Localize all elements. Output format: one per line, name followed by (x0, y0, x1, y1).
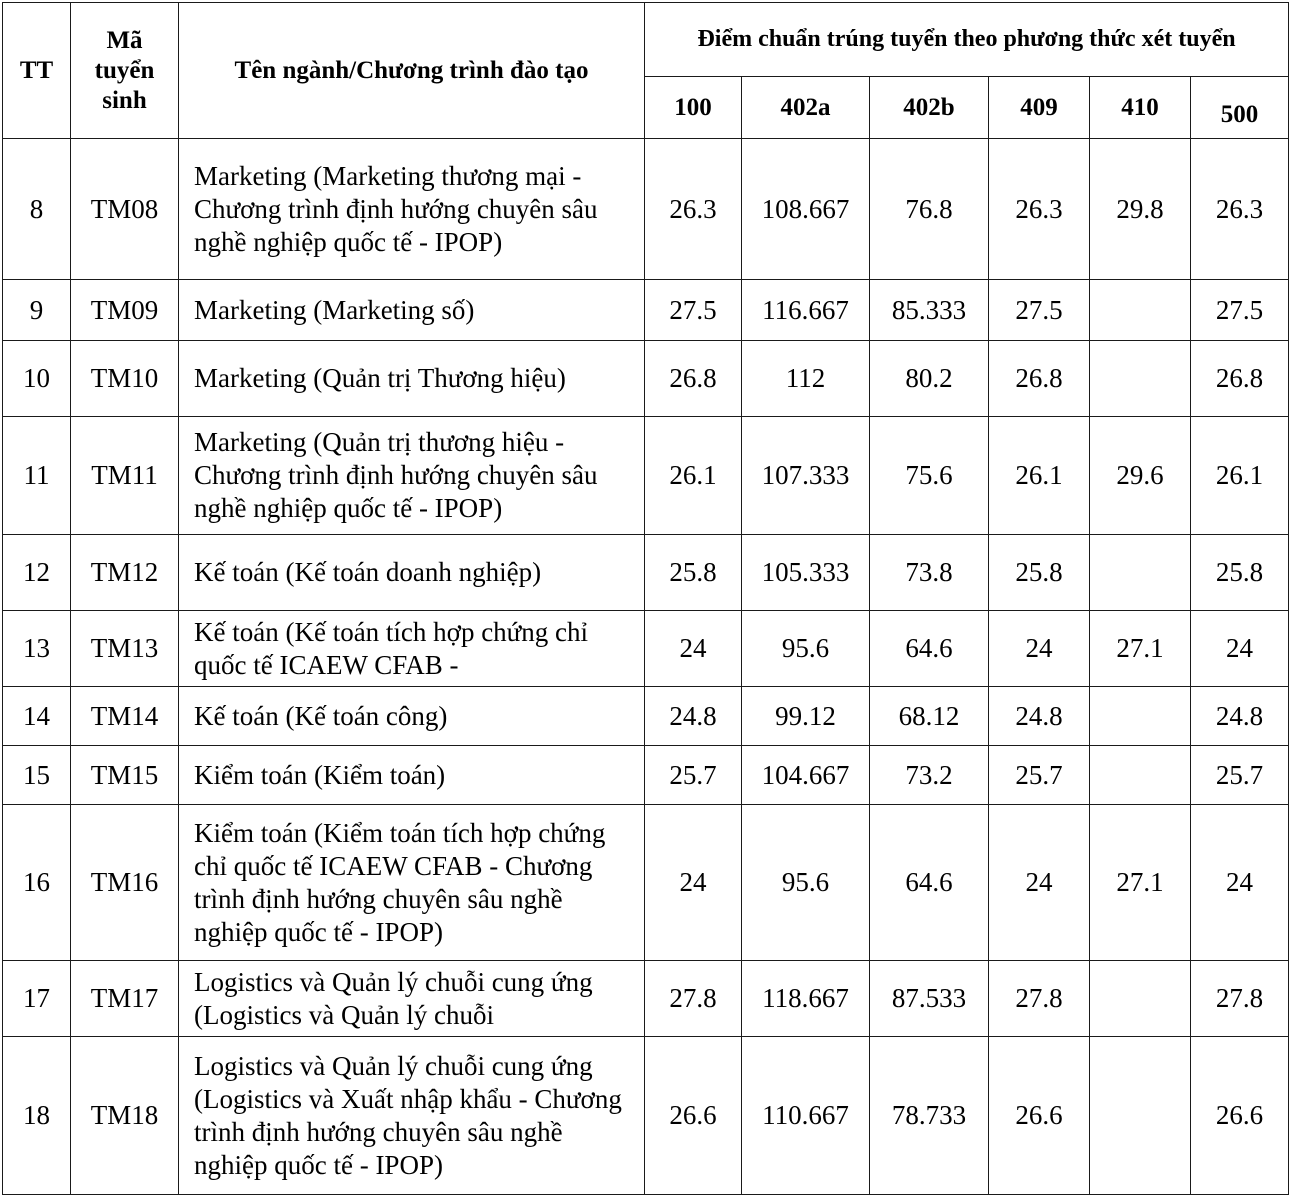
cell-tt: 8 (3, 139, 71, 280)
table-row (3, 417, 1289, 535)
cell-score-402b: 78.733 (870, 1037, 989, 1195)
cell-score-410: 27.1 (1090, 611, 1191, 687)
cell-score-100: 25.8 (645, 535, 742, 611)
cell-program-name: Marketing (Marketing số) (179, 280, 645, 341)
cell-score-402a: 108.667 (742, 139, 870, 280)
cell-program-name: Logistics và Quản lý chuỗi cung ứng (Logistics và Xuất nhập khẩu - Chương trình định hướng chuyên sâu nghề nghiệp quốc tế - IPOP) (179, 1037, 645, 1195)
table-row (3, 139, 1289, 280)
cell-score-409: 26.1 (989, 417, 1090, 535)
header-code (71, 3, 179, 139)
cell-score-100: 24.8 (645, 687, 742, 746)
cell-program-name: Kiểm toán (Kiểm toán tích hợp chứng chỉ quốc tế ICAEW CFAB - Chương trình định hướng chuyên sâu nghề nghiệp quốc tế - IPOP) (179, 805, 645, 961)
cell-score-410 (1090, 535, 1191, 611)
cell-score-100: 25.7 (645, 746, 742, 805)
cell-score-402b: 87.533 (870, 961, 989, 1037)
cell-score-402a: 95.6 (742, 611, 870, 687)
table-row (3, 611, 1289, 687)
cell-score-402a: 116.667 (742, 280, 870, 341)
header-method: 402a (742, 77, 870, 139)
cell-score-410 (1090, 746, 1191, 805)
cell-score-410 (1090, 341, 1191, 417)
header-code-line: sinh (102, 86, 147, 114)
cell-score-500: 27.5 (1191, 280, 1289, 341)
cell-score-409: 27.8 (989, 961, 1090, 1037)
cell-code: TM08 (71, 139, 179, 280)
header-method: 410 (1090, 77, 1191, 139)
cell-score-402b: 73.8 (870, 535, 989, 611)
cell-tt: 9 (3, 280, 71, 341)
cell-score-409: 26.3 (989, 139, 1090, 280)
cell-score-402b: 85.333 (870, 280, 989, 341)
header-methods-title: Điểm chuẩn trúng tuyển theo phương thức xét tuyển (645, 3, 1289, 77)
cell-code: TM17 (71, 961, 179, 1037)
header-program: Tên ngành/Chương trình đào tạo (179, 3, 645, 139)
cell-score-500: 24 (1191, 805, 1289, 961)
cell-score-500: 27.8 (1191, 961, 1289, 1037)
table-body (3, 139, 1289, 1195)
cell-code: TM09 (71, 280, 179, 341)
cell-score-500: 24.8 (1191, 687, 1289, 746)
cell-score-100: 27.5 (645, 280, 742, 341)
cell-code: TM15 (71, 746, 179, 805)
cell-score-409: 25.8 (989, 535, 1090, 611)
cell-score-410: 27.1 (1090, 805, 1191, 961)
cell-tt: 16 (3, 805, 71, 961)
cell-score-402a: 118.667 (742, 961, 870, 1037)
header-code-line: tuyển (94, 56, 155, 84)
cell-score-409: 24 (989, 805, 1090, 961)
cell-tt: 12 (3, 535, 71, 611)
cell-program-name: Marketing (Quản trị thương hiệu - Chương trình định hướng chuyên sâu nghề nghiệp quốc tế - IPOP) (179, 417, 645, 535)
cell-score-100: 27.8 (645, 961, 742, 1037)
cell-score-402a: 112 (742, 341, 870, 417)
cell-code: TM13 (71, 611, 179, 687)
cell-score-500: 26.8 (1191, 341, 1289, 417)
header-tt: TT (3, 3, 71, 139)
cell-tt: 17 (3, 961, 71, 1037)
cell-score-410 (1090, 1037, 1191, 1195)
cell-code: TM12 (71, 535, 179, 611)
cell-score-100: 26.1 (645, 417, 742, 535)
cell-score-410 (1090, 687, 1191, 746)
cell-score-402a: 104.667 (742, 746, 870, 805)
program-name-text: Kế toán (Kế toán tích hợp chứng chỉ quốc tế ICAEW CFAB - (194, 616, 589, 680)
cell-score-409: 26.6 (989, 1037, 1090, 1195)
header-code-line: Mã (106, 26, 143, 54)
table-row (3, 805, 1289, 961)
cell-score-410 (1090, 280, 1191, 341)
cell-code: TM18 (71, 1037, 179, 1195)
cell-score-100: 24 (645, 611, 742, 687)
cell-score-500: 26.6 (1191, 1037, 1289, 1195)
table-row (3, 280, 1289, 341)
cell-program-name (179, 611, 645, 687)
header-method: 500 (1191, 77, 1289, 139)
cell-tt: 18 (3, 1037, 71, 1195)
cell-score-402b: 64.6 (870, 805, 989, 961)
cell-score-100: 26.3 (645, 139, 742, 280)
cell-score-410 (1090, 961, 1191, 1037)
table-row (3, 535, 1289, 611)
cell-score-410: 29.6 (1090, 417, 1191, 535)
cell-score-409: 26.8 (989, 341, 1090, 417)
cell-program-name: Kế toán (Kế toán doanh nghiệp) (179, 535, 645, 611)
cell-score-402a: 99.12 (742, 687, 870, 746)
table-row (3, 687, 1289, 746)
cell-score-402b: 64.6 (870, 611, 989, 687)
cell-score-409: 27.5 (989, 280, 1090, 341)
program-name-text: Logistics và Quản lý chuỗi cung ứng (Logistics và Quản lý chuỗi (194, 966, 593, 1030)
cell-code: TM11 (71, 417, 179, 535)
cell-program-name: Kiểm toán (Kiểm toán) (179, 746, 645, 805)
header-method: 409 (989, 77, 1090, 139)
cell-tt: 11 (3, 417, 71, 535)
cell-code: TM14 (71, 687, 179, 746)
cell-score-402a: 105.333 (742, 535, 870, 611)
cell-score-402b: 75.6 (870, 417, 989, 535)
header-method: 402b (870, 77, 989, 139)
cell-code: TM16 (71, 805, 179, 961)
cell-program-name: Kế toán (Kế toán công) (179, 687, 645, 746)
cell-score-410: 29.8 (1090, 139, 1191, 280)
cell-tt: 14 (3, 687, 71, 746)
admission-scores-table (2, 2, 1289, 1195)
cell-score-100: 26.8 (645, 341, 742, 417)
cell-score-100: 24 (645, 805, 742, 961)
cell-score-409: 25.7 (989, 746, 1090, 805)
cell-score-402a: 107.333 (742, 417, 870, 535)
table-row (3, 341, 1289, 417)
cell-score-500: 24 (1191, 611, 1289, 687)
cell-score-402b: 80.2 (870, 341, 989, 417)
cell-score-100: 26.6 (645, 1037, 742, 1195)
table-row (3, 1037, 1289, 1195)
header-method: 100 (645, 77, 742, 139)
cell-program-name: Marketing (Marketing thương mại - Chương trình định hướng chuyên sâu nghề nghiệp quốc tế - IPOP) (179, 139, 645, 280)
cell-score-402b: 68.12 (870, 687, 989, 746)
cell-tt: 10 (3, 341, 71, 417)
cell-score-500: 25.7 (1191, 746, 1289, 805)
cell-score-402a: 110.667 (742, 1037, 870, 1195)
cell-score-409: 24.8 (989, 687, 1090, 746)
cell-program-name: Marketing (Quản trị Thương hiệu) (179, 341, 645, 417)
cell-tt: 15 (3, 746, 71, 805)
cell-tt: 13 (3, 611, 71, 687)
table-row (3, 961, 1289, 1037)
cell-program-name (179, 961, 645, 1037)
cell-score-500: 26.3 (1191, 139, 1289, 280)
cell-score-409: 24 (989, 611, 1090, 687)
cell-score-500: 25.8 (1191, 535, 1289, 611)
cell-score-402b: 73.2 (870, 746, 989, 805)
cell-code: TM10 (71, 341, 179, 417)
cell-score-402a: 95.6 (742, 805, 870, 961)
table-row (3, 746, 1289, 805)
cell-score-402b: 76.8 (870, 139, 989, 280)
cell-score-500: 26.1 (1191, 417, 1289, 535)
